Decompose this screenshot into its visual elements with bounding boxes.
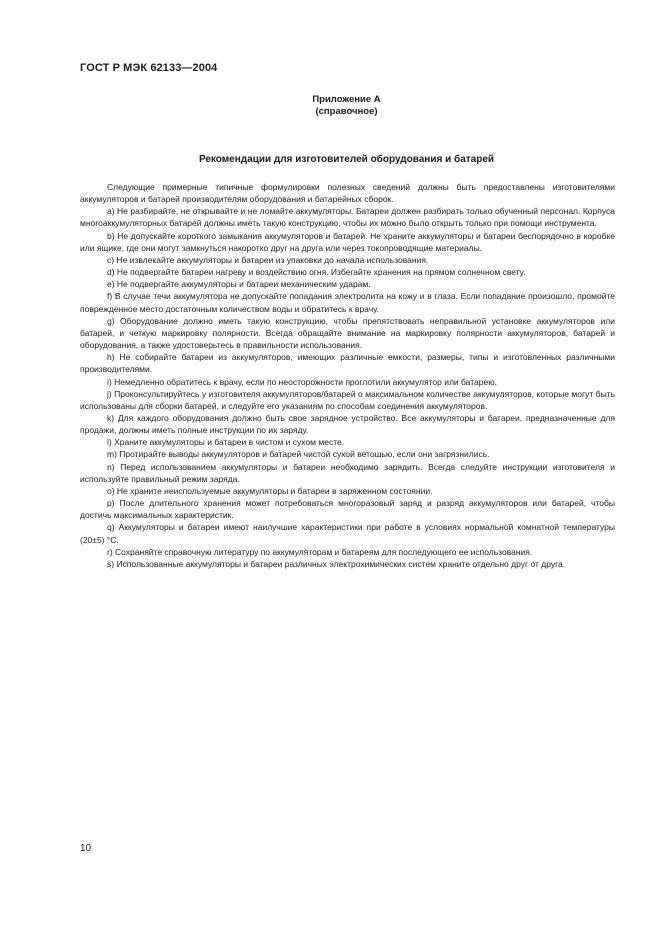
paragraph-intro: Следующие примерные типичные формулировки полезных сведений должны быть предоставлены изготовителями аккумуляторов и батарей производителям оборудования и батарейных сборок. [80, 182, 615, 205]
paragraph-item-n: n) Перед использованием аккумуляторы и батареи необходимо зарядить. Всегда следуйте инструкции изготовителя и используйте правильный режим заряда. [80, 461, 615, 484]
page-number: 10 [80, 843, 92, 854]
paragraph-item-k: k) Для каждого оборудования должно быть свое зарядное устройство. Все аккумуляторы и батареи, предназначенные для продажи, должны иметь полные инструкции по их заряду. [80, 412, 615, 436]
paragraph-item-p: p) После длительного хранения может потребоваться многоразовый заряд и разряд аккумуляторов или батарей, чтобы достичь максимальных характеристик. [80, 498, 615, 521]
annex-heading [0, 94, 661, 118]
paragraph-item-e: e) Не подвергайте аккумуляторы и батареи механическим ударам. [107, 279, 371, 290]
paragraph-item-q: q) Аккумуляторы и батареи имеют наилучшие характеристики при работе в условиях нормальной комнатной температуры (20±5) °С. [80, 522, 615, 545]
paragraph-item-b: b) Не допускайте короткого замыкания аккумуляторов и батарей. Не храните аккумуляторы и батареи беспорядочно в коробке или ящике, где они могут замкнуться накоротко друг на друга или через токопроводящие материалы. [80, 230, 615, 253]
paragraph-item-i: i) Немедленно обратитесь к врачу, если по неосторожности проглотили аккумулятор или батарею. [107, 376, 497, 387]
paragraph-item-f: f) В случае течи аккумулятора не допускайте попадания электролита на кожу и в глаза. Если попадание произошло, промойте поврежденное место достаточным количеством воды и обратитесь к врачу. [80, 291, 615, 314]
paragraph-item-j: j) Проконсультируйтесь у изготовителя аккумуляторов/батарей о максимальном количестве аккумуляторов, которые могут быть использованы для сборки батарей, и следуйте его указаниям по способам соединения аккумуляторов. [80, 388, 615, 411]
paragraph-item-s: s) Использованные аккумуляторы и батареи различных электрохимических систем храните отдельно друг от друга. [107, 558, 566, 569]
annex-type: (справочное) [315, 106, 378, 117]
paragraph-item-o: o) Не храните неиспользуемые аккумуляторы и батареи в заряженном состоянии. [107, 485, 433, 496]
paragraph-item-r: r) Сохраняйте справочную литературу по аккумуляторам и батареям для последующего ее использования. [107, 546, 533, 557]
body-text [80, 181, 615, 570]
paragraph-item-h: h) Не собирайте батареи из аккумуляторов, имеющих различные емкости, размеры, типы и изготовленных различными производителями. [80, 352, 615, 375]
document-code-header: ГОСТ Р МЭК 62133—2004 [80, 62, 218, 74]
section-title: Рекомендации для изготовителей оборудования и батарей [198, 154, 495, 165]
paragraph-item-d: d) Не подвергайте батареи нагреву и воздействию огня. Избегайте хранения на прямом солнечном свету. [107, 267, 526, 278]
paragraph-item-l: l) Храните аккумуляторы и батареи в чистом и сухом месте. [107, 437, 345, 448]
paragraph-item-m: m) Протирайте выводы аккумуляторов и батарей чистой сухой ветошью, если они загрязнились. [107, 449, 490, 460]
paragraph-item-c: c) Не извлекайте аккумуляторы и батареи из упаковки до начала использования. [107, 254, 429, 265]
paragraph-item-g: g) Оборудование должно иметь такую конструкцию, чтобы препятствовать неправильной установке аккумуляторов или батарей, и четкую маркировку полярности. Всегда обращайте внимание на маркировку полярности аккумуляторов, батарей и оборудования, а также удостоверьтесь в правильности использования. [80, 315, 615, 351]
paragraph-item-a: a) Не разбирайте, не открывайте и не ломайте аккумуляторы. Батареи должен разбирать только обученный персонал. Корпуса многоаккумуляторных батарей должны иметь такую конструкцию, чтобы их можно было открыть только при помощи инструмента. [80, 206, 615, 229]
annex-title: Приложение А [312, 94, 381, 105]
